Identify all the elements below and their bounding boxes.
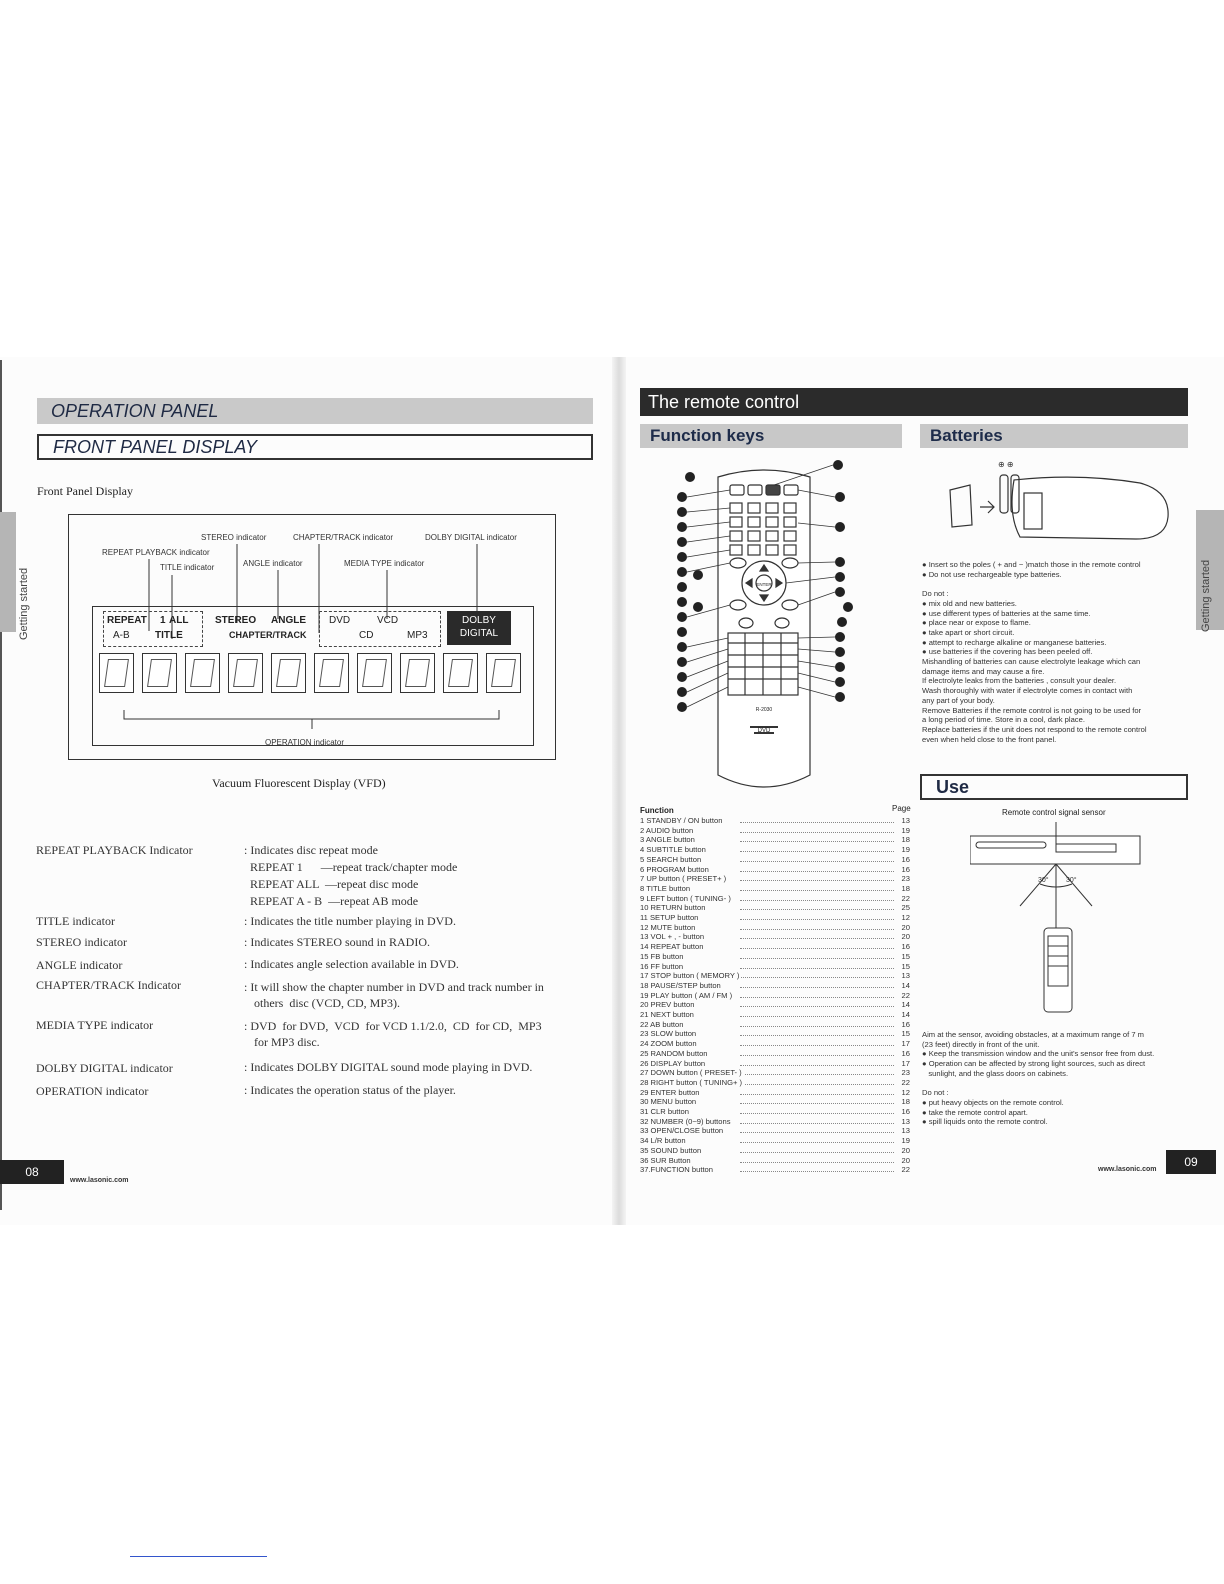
function-page: 16: [901, 1107, 910, 1116]
page-col-header: Page: [892, 804, 911, 813]
function-page: 19: [901, 1136, 910, 1146]
indicator-desc: : Indicates the title number playing in DVD.: [244, 914, 456, 928]
repeat-mode: REPEAT A - B —repeat AB mode: [250, 894, 419, 908]
function-row: [640, 1039, 910, 1049]
function-row: [640, 991, 910, 1001]
function-name: 27 DOWN button ( PRESET- ): [640, 1068, 742, 1078]
function-row: [640, 1088, 910, 1098]
function-name: 5 SEARCH button: [640, 854, 702, 864]
battery-line: ● attempt to recharge alkaline or manganese batteries.: [922, 637, 1107, 647]
indicator-desc: : Indicates disc repeat mode: [244, 843, 378, 857]
function-page: 16: [901, 1048, 910, 1058]
battery-illustration: [940, 455, 1185, 545]
function-row: [640, 835, 910, 845]
function-row: [640, 1020, 910, 1030]
front-panel-caption: Front Panel Display: [37, 484, 133, 498]
subsection-title: FRONT PANEL DISPLAY: [37, 434, 593, 460]
vfd-digit: [314, 653, 349, 693]
use-illustration: [970, 818, 1150, 1018]
vfd-mp3: MP3: [407, 630, 428, 641]
page-number: 08: [0, 1160, 64, 1184]
vfd-digit: [486, 653, 521, 693]
function-name: 24 ZOOM button: [640, 1039, 697, 1049]
function-page: 14: [901, 980, 910, 990]
function-name: 12 MUTE button: [640, 922, 696, 932]
battery-line: damage items and may cause a fire.: [922, 666, 1045, 676]
function-name: 7 UP button ( PRESET+ ): [640, 874, 727, 884]
remote-dvd-logo: DVD: [757, 728, 771, 734]
use-title: Use: [920, 774, 1188, 800]
function-name: 35 SOUND button: [640, 1145, 702, 1155]
function-page: 12: [901, 1087, 910, 1097]
battery-line: ● take apart or short circuit.: [922, 627, 1015, 637]
function-name: 4 SUBTITLE button: [640, 845, 706, 855]
function-name: 31 CLR button: [640, 1107, 689, 1116]
function-name: 30 MENU button: [640, 1097, 697, 1107]
function-name: 1 STANDBY / ON button: [640, 816, 723, 825]
vfd-digit: [271, 653, 306, 693]
function-name: 22 AB button: [640, 1019, 684, 1029]
remote-illustration: [670, 455, 860, 810]
label-stereo-indicator: STEREO indicator: [201, 533, 267, 542]
battery-line: If electrolyte leaks from the batteries , consult your dealer.: [922, 676, 1117, 686]
function-page: 14: [901, 1010, 910, 1019]
function-name: 6 PROGRAM button: [640, 864, 709, 874]
function-page: 15: [901, 961, 910, 971]
section-title: OPERATION PANEL: [37, 398, 593, 424]
function-row: [640, 932, 910, 942]
function-row: [640, 845, 910, 855]
remote-header: The remote control: [640, 388, 1188, 416]
function-page: 25: [901, 903, 910, 913]
side-tab-text: Getting started: [1200, 559, 1212, 632]
function-page: 13: [901, 1126, 910, 1136]
function-page: 18: [901, 1097, 910, 1107]
indicator-label: REPEAT PLAYBACK Indicator: [36, 843, 193, 857]
function-row: [640, 1117, 910, 1127]
function-name: 15 FB button: [640, 951, 684, 961]
vfd-repeat-1: 1: [160, 615, 166, 626]
battery-line: Do not :: [922, 589, 949, 599]
function-row: [640, 1146, 910, 1156]
battery-line: Remove Batteries if the remote control is not going to be used for: [922, 705, 1142, 715]
vfd-digit: [443, 653, 478, 693]
angle-label-left: 30°: [1038, 877, 1049, 884]
svg-text:⊕ ⊕: ⊕ ⊕: [998, 460, 1014, 469]
function-row: [640, 923, 910, 933]
function-name: 9 LEFT button ( TUNING- ): [640, 893, 731, 903]
indicator-desc: : It will show the chapter number in DVD and track number in: [244, 980, 544, 994]
function-name: 28 RIGHT button ( TUNING+ ): [640, 1077, 743, 1087]
function-row: [640, 1000, 910, 1010]
battery-line: ● use batteries if the covering has been peeled off.: [922, 647, 1093, 657]
function-row: [640, 816, 910, 826]
vfd-angle: ANGLE: [271, 615, 306, 626]
function-page: 18: [901, 835, 910, 845]
book-gutter: [612, 357, 626, 1225]
battery-line: ● mix old and new batteries.: [922, 598, 1017, 608]
function-page: 13: [901, 1116, 910, 1126]
indicator-label: DOLBY DIGITAL indicator: [36, 1061, 173, 1075]
indicator-desc: : Indicates the operation status of the player.: [244, 1083, 456, 1097]
indicator-desc-cont: for MP3 disc.: [254, 1035, 320, 1049]
use-line: ● take the remote control apart.: [922, 1107, 1028, 1117]
function-row: [640, 1059, 910, 1069]
use-line: (23 feet) directly in front of the unit.: [922, 1039, 1040, 1049]
vfd-stereo: STEREO: [215, 615, 257, 626]
function-page: 16: [901, 854, 910, 864]
function-name: 10 RETURN button: [640, 903, 706, 913]
function-page: 17: [901, 1058, 910, 1068]
function-row: [640, 855, 910, 865]
vfd-digit: [185, 653, 220, 693]
label-angle-indicator: ANGLE indicator: [243, 559, 303, 568]
label-title-indicator: TITLE indicator: [160, 563, 215, 572]
function-name: 32 NUMBER (0~9) buttons: [640, 1116, 731, 1126]
batteries-title: Batteries: [920, 424, 1188, 448]
battery-line: a long period of time. Store in a cool, dark place.: [922, 715, 1085, 725]
function-row: [640, 1010, 910, 1020]
function-page: 22: [901, 1077, 910, 1087]
function-page: 16: [901, 864, 910, 874]
function-row: [640, 1136, 910, 1146]
function-row: [640, 1126, 910, 1136]
page-number: 09: [1166, 1150, 1216, 1174]
function-row: [640, 913, 910, 923]
vfd-caption: Vacuum Fluorescent Display (VFD): [212, 776, 386, 790]
repeat-mode: REPEAT ALL —repeat disc mode: [250, 877, 419, 891]
function-row: [640, 1097, 910, 1107]
function-name: 33 OPEN/CLOSE button: [640, 1126, 724, 1136]
function-name: 25 RANDOM button: [640, 1048, 708, 1058]
vfd-digit: [99, 653, 134, 693]
function-row: [640, 1078, 910, 1088]
function-row: [640, 962, 910, 972]
function-page: 20: [901, 922, 910, 932]
vfd-cd: CD: [359, 630, 374, 641]
battery-line: ● Do not use rechargeable type batteries.: [922, 569, 1062, 579]
use-line: ● Keep the transmission window and the unit's sensor free from dust.: [922, 1049, 1155, 1059]
function-page: 19: [901, 825, 910, 835]
label-chapter-indicator: CHAPTER/TRACK indicator: [293, 533, 394, 542]
function-page: 20: [901, 1145, 910, 1155]
function-name: 3 ANGLE button: [640, 835, 695, 845]
function-name: 14 REPEAT button: [640, 942, 704, 952]
use-line: ● Operation can be affected by strong light sources, such as direct: [922, 1059, 1146, 1069]
use-line: Aim at the sensor, avoiding obstacles, at a maximum range of 7 m: [922, 1030, 1145, 1039]
function-page: 18: [901, 883, 910, 893]
indicator-label: TITLE indicator: [36, 914, 115, 928]
vfd-digit-row: [99, 653, 529, 697]
indicator-desc: : Indicates angle selection available in DVD.: [244, 957, 459, 971]
function-row: [640, 826, 910, 836]
function-page: 14: [901, 1000, 910, 1010]
vfd-indicator-row: [103, 613, 519, 641]
function-name: 26 DISPLAY button: [640, 1058, 706, 1068]
footer-url[interactable]: www.lasonic.com: [1098, 1166, 1157, 1173]
function-row: [640, 874, 910, 884]
function-row: [640, 952, 910, 962]
function-row: [640, 981, 910, 991]
vfd-digit: [400, 653, 435, 693]
function-row: [640, 1107, 910, 1117]
function-name: 23 SLOW button: [640, 1029, 697, 1039]
function-name: 21 NEXT button: [640, 1010, 694, 1019]
battery-line: Wash thoroughly with water if electrolyte comes in contact with: [922, 686, 1133, 696]
indicator-label: CHAPTER/TRACK Indicator: [36, 978, 181, 992]
function-row: [640, 971, 910, 981]
function-name: 29 ENTER button: [640, 1087, 700, 1097]
function-name: 17 STOP button ( MEMORY ): [640, 971, 740, 981]
battery-line: ● use different types of batteries at the same time.: [922, 608, 1091, 618]
function-page: 22: [901, 990, 910, 1000]
page-edge: [0, 360, 2, 1210]
function-name: 18 PAUSE/STEP button: [640, 980, 721, 990]
function-name: 34 L/R button: [640, 1136, 686, 1146]
vfd-dvd: DVD: [329, 615, 351, 626]
function-row: [640, 1029, 910, 1039]
front-panel-diagram: [68, 514, 556, 760]
function-page: 13: [901, 816, 910, 825]
function-page: 20: [901, 932, 910, 942]
function-page: 20: [901, 1155, 910, 1165]
indicator-label: MEDIA TYPE indicator: [36, 1018, 154, 1032]
vfd-dolby: DOLBY: [462, 615, 496, 626]
indicator-desc-cont: others disc (VCD, CD, MP3).: [254, 996, 400, 1010]
function-page: 13: [901, 971, 910, 981]
indicator-label: STEREO indicator: [36, 935, 127, 949]
function-row: [640, 1156, 910, 1166]
function-page: 16: [901, 1019, 910, 1029]
side-tab: [0, 512, 16, 632]
vfd-repeat: REPEAT: [107, 615, 147, 626]
function-name: 16 FF button: [640, 961, 684, 971]
function-page: 16: [901, 942, 910, 952]
function-keys-title: Function keys: [640, 424, 902, 448]
angle-label-right: 30°: [1066, 877, 1077, 884]
battery-line: even when held close to the front panel.: [922, 734, 1057, 744]
battery-line: Replace batteries if the unit does not respond to the remote control: [922, 724, 1147, 734]
function-name: 11 SETUP button: [640, 913, 699, 922]
function-page: 17: [901, 1039, 910, 1049]
function-name: 36 SUR Button: [640, 1155, 691, 1165]
hyperlink-underline: [130, 1556, 267, 1557]
vfd-digit: [228, 653, 263, 693]
label-media-indicator: MEDIA TYPE indicator: [344, 559, 425, 568]
vfd-all: ALL: [169, 615, 189, 626]
label-repeat-indicator: REPEAT PLAYBACK indicator: [102, 548, 210, 557]
function-name: 8 TITLE button: [640, 883, 691, 893]
battery-line: any part of your body.: [922, 695, 995, 705]
function-row: [640, 865, 910, 875]
function-name: 13 VOL + , - button: [640, 932, 705, 942]
function-page: 23: [901, 874, 910, 884]
label-dolby-indicator: DOLBY DIGITAL indicator: [425, 533, 517, 542]
use-line: ● spill liquids onto the remote control.: [922, 1117, 1048, 1127]
side-tab-text: Getting started: [18, 567, 30, 640]
function-col-header: Function: [640, 806, 674, 815]
function-row: [640, 903, 910, 913]
function-page: 19: [901, 845, 910, 855]
function-row: [640, 1165, 910, 1175]
function-page: 22: [901, 893, 910, 903]
vfd-ab: A-B: [113, 630, 130, 641]
vfd-digit: [357, 653, 392, 693]
indicator-label: ANGLE indicator: [36, 958, 123, 972]
function-page: 23: [901, 1068, 910, 1078]
footer-url[interactable]: www.lasonic.com: [70, 1177, 129, 1184]
function-page: 15: [901, 1029, 910, 1039]
use-line: ● put heavy objects on the remote control.: [922, 1097, 1064, 1107]
indicator-desc: : DVD for DVD, VCD for VCD 1.1/2.0, CD for CD, MP3: [244, 1019, 542, 1033]
function-row: [640, 1049, 910, 1059]
function-page: 12: [901, 913, 910, 922]
vfd-vcd: VCD: [377, 615, 399, 626]
repeat-mode: REPEAT 1 —repeat track/chapter mode: [250, 860, 458, 874]
vfd-title: TITLE: [155, 630, 183, 641]
battery-line: Mishandling of batteries can cause electrolyte leakage which can: [922, 657, 1141, 666]
indicator-desc: : Indicates STEREO sound in RADIO.: [244, 935, 430, 949]
indicator-desc: : Indicates DOLBY DIGITAL sound mode playing in DVD.: [244, 1060, 533, 1074]
sensor-label: Remote control signal sensor: [1002, 808, 1106, 817]
function-name: 20 PREV button: [640, 1000, 695, 1010]
vfd-dolby-digital: [447, 611, 511, 645]
function-name: 37.FUNCTION button: [640, 1165, 714, 1175]
function-name: 2 AUDIO button: [640, 825, 694, 835]
function-row: [640, 1068, 910, 1078]
remote-enter-label: ENTER: [756, 582, 772, 587]
battery-line: ● Insert so the poles ( + and − )match those in the remote control: [922, 560, 1141, 569]
function-page: 15: [901, 951, 910, 961]
function-name: 19 PLAY button ( AM / FM ): [640, 990, 733, 1000]
function-row: [640, 894, 910, 904]
remote-model: R-2030: [755, 707, 773, 713]
indicator-label: OPERATION indicator: [36, 1084, 149, 1098]
battery-line: ● place near or expose to flame.: [922, 618, 1031, 628]
function-row: [640, 884, 910, 894]
function-page: 22: [901, 1165, 910, 1175]
use-line: Do not :: [922, 1088, 949, 1098]
vfd-digit: [142, 653, 177, 693]
vfd-chapter-track: CHAPTER/TRACK: [229, 630, 307, 640]
use-line: sunlight, and the glass doors on cabinets.: [922, 1068, 1069, 1078]
function-row: [640, 942, 910, 952]
label-operation-indicator: OPERATION indicator: [265, 738, 344, 747]
vfd-panel: [92, 606, 534, 746]
vfd-digital: DIGITAL: [459, 628, 499, 639]
